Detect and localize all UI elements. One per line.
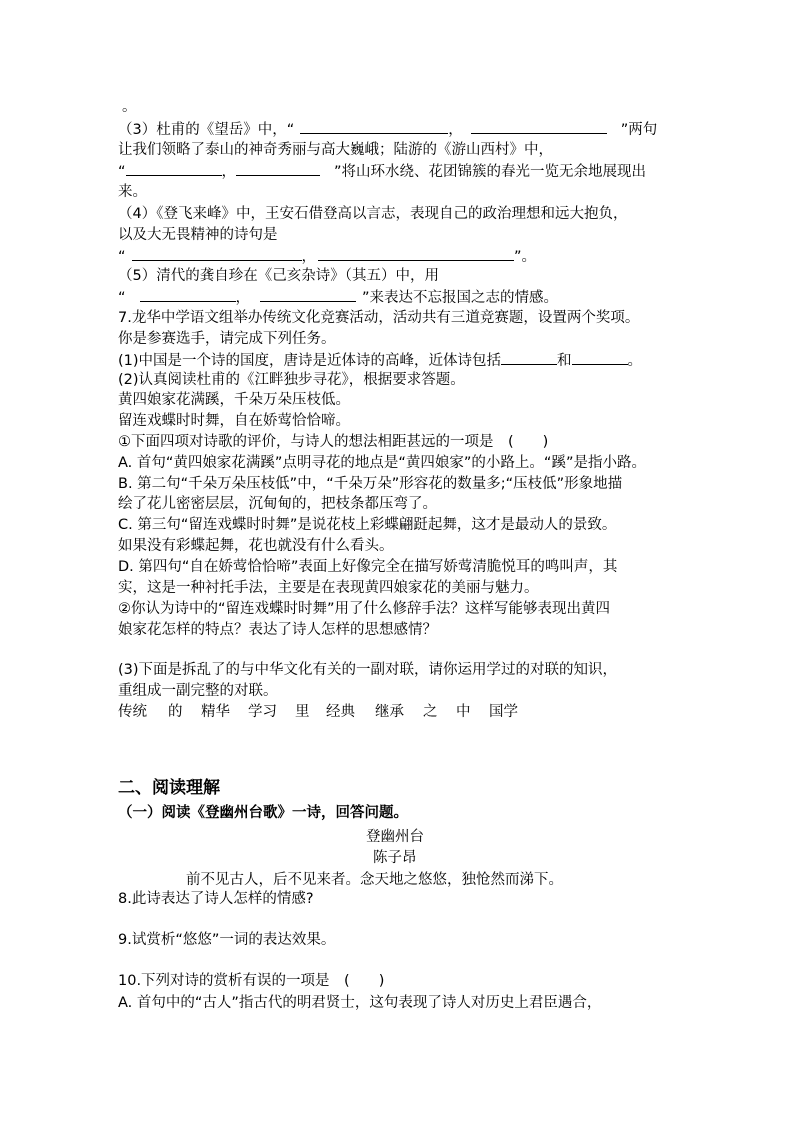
- option-d-cont: 实，这是一种衬托手法，主要是在表现黄四娘家花的美丽与魅力。: [118, 580, 539, 596]
- question-10-option-a[interactable]: A. 首句中的“古人”指古代的明君贤士，这句表现了诗人对历史上君臣遇合，: [118, 995, 602, 1011]
- couplet-word: 传统: [118, 704, 147, 720]
- answer-blank[interactable]: [126, 161, 222, 176]
- sub-question-1: ①下面四项对诗歌的评价，与诗人的想法相距甚远的一项是 ( ): [118, 434, 549, 450]
- poem-text: 前不见古人，后不见来者。念天地之悠悠，独怆然而涕下。: [186, 872, 563, 888]
- couplet-word: 经典: [326, 704, 355, 720]
- answer-blank[interactable]: [572, 350, 628, 365]
- poem-line-1: 黄四娘家花满蹊，千朵万朵压枝低。: [118, 392, 350, 408]
- couplet-word: 之: [423, 704, 438, 720]
- answer-blank[interactable]: [140, 287, 236, 302]
- option-c-cont: 如果没有彩蝶起舞，花也就没有什么看头。: [118, 538, 394, 554]
- couplet-word: 继承: [375, 704, 404, 720]
- q7-part-1: (1)中国是一个诗的国度，唐诗是近体诗的高峰，近体诗包括 和 。: [118, 350, 642, 371]
- answer-blank[interactable]: [132, 246, 302, 261]
- q7-part-3: (3)下面是拆乱了的与中华文化有关的一副对联，请你运用学过的对联的知识，: [118, 662, 618, 678]
- answer-blank[interactable]: [318, 246, 514, 261]
- sub-question-2-cont: 娘家花怎样的特点？表达了诗人怎样的思想感情？: [118, 622, 437, 638]
- q4-line-1: （4）《登飞来峰》中，王安石借登高以言志，表现自己的政治理想和远大抱负，: [118, 206, 628, 222]
- answer-blank[interactable]: [260, 287, 356, 302]
- couplet-word: 学习: [248, 704, 277, 720]
- top-fragment: 。: [122, 99, 137, 115]
- couplet-word: 里: [295, 704, 310, 720]
- q5-line-1: （5）清代的龚自珍在《己亥杂诗》（其五）中，用: [118, 268, 439, 284]
- sub-section-heading: （一）阅读《登幽州台歌》一诗，回答问题。: [118, 805, 408, 821]
- couplet-word: 中: [456, 704, 471, 720]
- couplet-word: 国学: [489, 704, 518, 720]
- option-b[interactable]: B. 第二句“千朵万朵压枝低”中，“千朵万朵”形容花的数量多;“压枝低”形象地描: [118, 476, 623, 492]
- question-8: 8.此诗表达了诗人怎样的情感?: [118, 891, 314, 907]
- poem-author: 陈子昂: [373, 850, 417, 866]
- question-9: 9.试赏析“悠悠”一词的表达效果。: [118, 932, 336, 948]
- couplet-word: 的: [168, 704, 183, 720]
- q7-intro-1: 7.龙华中学语文组举办传统文化竞赛活动，活动共有三道竞赛题，设置两个奖项。: [118, 310, 640, 326]
- sub-question-2: ②你认为诗中的“留连戏蝶时时舞”用了什么修辞手法？这样写能够表现出黄四: [118, 601, 611, 617]
- poem-title: 登幽州台: [366, 829, 424, 845]
- poem-line-2: 留连戏蝶时时舞，自在娇莺恰恰啼。: [118, 413, 350, 429]
- q3-line-3: “ ， ”将山环水绕、花团锦簇的春光一览无余地展现出: [118, 161, 646, 182]
- option-b-cont: 绘了花儿密密层层，沉甸甸的，把枝条都压弯了。: [118, 496, 437, 512]
- answer-blank[interactable]: [300, 119, 448, 134]
- answer-blank[interactable]: [471, 119, 607, 134]
- answer-blank[interactable]: [236, 161, 320, 176]
- q7-part-2: (2)认真阅读杜甫的《江畔独步寻花》，根据要求答题。: [118, 372, 465, 388]
- question-10: 10.下列对诗的赏析有误的一项是 ( ): [118, 973, 385, 989]
- option-d[interactable]: D. 第四句“自在娇莺恰恰啼”表面上好像完全在描写娇莺清脆悦耳的鸣叫声，其: [118, 559, 618, 575]
- option-a[interactable]: A. 首句“黄四娘家花满蹊”点明寻花的地点是“黄四娘家”的小路上。“蹊”是指小路。: [118, 455, 646, 471]
- q4-line-3: “ ， ”。: [118, 246, 536, 267]
- couplet-word: 精华: [201, 704, 230, 720]
- q7-part-3-cont: 重组成一副完整的对联。: [118, 683, 278, 699]
- q3-line-2: 让我们领略了泰山的神奇秀丽与高大巍峨；陆游的《游山西村》中，: [118, 142, 553, 158]
- q3-line-4: 来。: [118, 184, 147, 200]
- q3-line-1: （3）杜甫的《望岳》中，“ ， ”两句: [118, 119, 657, 140]
- option-c[interactable]: C. 第三句“留连戏蝶时时舞”是说花枝上彩蝶翩跹起舞，这才是最动人的景致。: [118, 517, 617, 533]
- answer-blank[interactable]: [501, 350, 557, 365]
- q7-intro-2: 你是参赛选手，请完成下列任务。: [118, 331, 336, 347]
- q5-line-2: “ ， ”来表达不忘报国之志的情感。: [118, 287, 558, 308]
- q4-line-2: 以及大无畏精神的诗句是: [118, 227, 278, 243]
- section-heading: 二、阅读理解: [118, 778, 220, 798]
